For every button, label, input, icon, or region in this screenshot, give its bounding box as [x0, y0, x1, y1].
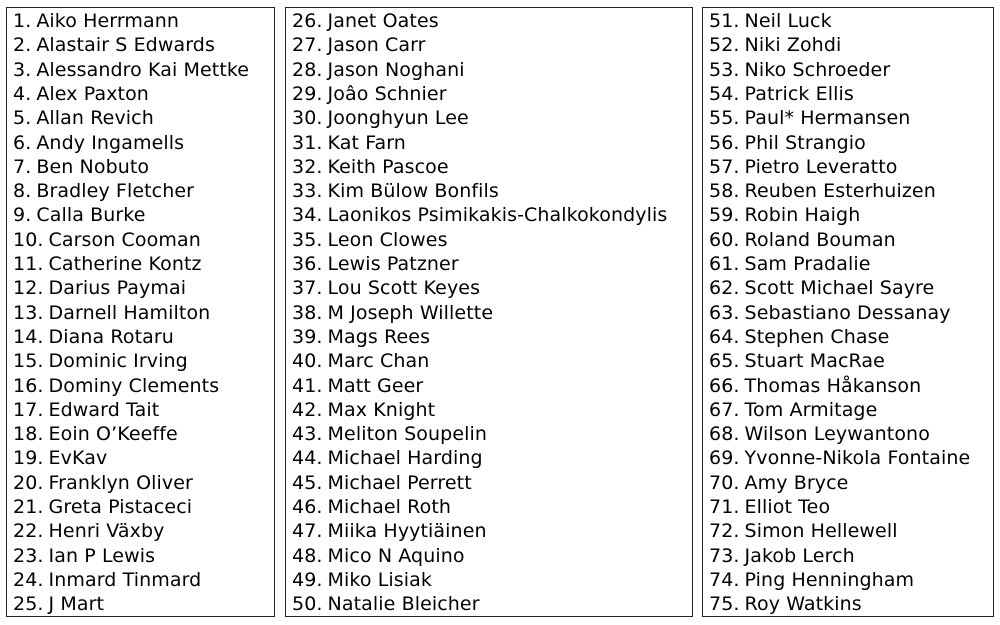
item-name: Darius Paymai [48, 277, 187, 300]
list-item [709, 471, 848, 495]
item-number: 65. [709, 350, 740, 373]
item-number: 6. [13, 131, 32, 154]
list-item [13, 446, 107, 470]
item-name: Dominic Irving [48, 350, 188, 373]
item-number: 37. [292, 277, 323, 300]
item-number: 67. [709, 398, 740, 421]
item-number: 51. [709, 10, 740, 32]
item-name: Laonikos Psimikakis-Chalkokondylis [327, 204, 668, 227]
item-name: Diana Rotaru [48, 325, 174, 348]
list-item [13, 422, 178, 446]
list-item [292, 9, 439, 33]
item-number: 44. [292, 447, 323, 470]
list-item [292, 519, 487, 543]
item-name: Stuart MacRae [744, 350, 885, 373]
list-item [709, 131, 866, 155]
item-number: 33. [292, 180, 323, 203]
item-number: 43. [292, 423, 323, 446]
item-number: 25. [13, 593, 44, 616]
list-item [709, 276, 934, 300]
list-item [709, 374, 921, 398]
item-number: 64. [709, 325, 740, 348]
item-number: 7. [13, 155, 32, 178]
item-number: 1. [13, 10, 32, 32]
list-item [292, 544, 465, 568]
list-item [709, 544, 855, 568]
list-item [292, 471, 472, 495]
item-name: Amy Bryce [744, 471, 849, 494]
name-column-2 [285, 7, 693, 617]
item-number: 12. [13, 277, 44, 300]
list-item [292, 33, 426, 57]
item-name: Reuben Esterhuizen [744, 180, 936, 203]
item-name: Alex Paxton [36, 82, 149, 105]
list-item [13, 33, 215, 57]
item-name: Sam Pradalie [744, 253, 871, 275]
item-number: 39. [292, 325, 323, 348]
item-name: Paul* Hermansen [744, 107, 911, 130]
item-name: Lewis Patzner [327, 253, 459, 275]
item-name: Stephen Chase [744, 325, 890, 348]
item-name: Niki Zohdi [744, 34, 842, 57]
item-name: Franklyn Oliver [48, 471, 193, 494]
list-item [13, 471, 193, 495]
list-item [709, 301, 951, 325]
item-number: 27. [292, 34, 323, 57]
name-column-3 [702, 7, 994, 617]
item-name: Robin Haigh [744, 204, 861, 227]
item-number: 3. [13, 58, 32, 81]
item-number: 9. [13, 204, 32, 227]
list-item [292, 106, 469, 130]
item-number: 16. [13, 374, 44, 397]
list-item [292, 374, 423, 398]
list-item [13, 568, 201, 592]
item-number: 4. [13, 82, 32, 105]
list-item [709, 82, 854, 106]
item-number: 30. [292, 107, 323, 130]
item-number: 28. [292, 58, 323, 81]
item-name: Kim Bülow Bonfils [327, 180, 499, 203]
item-name: Niko Schroeder [744, 58, 891, 81]
list-item [13, 325, 174, 349]
item-number: 74. [709, 568, 740, 591]
item-name: Sebastiano Dessanay [744, 301, 951, 324]
item-number: 62. [709, 277, 740, 300]
item-name: Jason Carr [327, 34, 426, 57]
item-name: Greta Pistaceci [48, 496, 193, 518]
list-item [709, 228, 896, 252]
item-name: Wilson Leywantono [744, 423, 930, 446]
item-number: 38. [292, 301, 323, 324]
item-name: Joâo Schnier [327, 82, 447, 105]
item-number: 2. [13, 34, 32, 57]
list-item [292, 568, 432, 592]
item-name: Alastair S Edwards [36, 34, 215, 57]
item-name: Eoin O’Keeffe [48, 423, 178, 446]
item-name: Aiko Herrmann [36, 10, 180, 32]
list-item [13, 82, 149, 106]
list-item [13, 592, 104, 616]
item-name: Mags Rees [327, 325, 431, 348]
item-number: 71. [709, 496, 740, 518]
item-name: Matt Geer [327, 374, 424, 397]
list-item [292, 276, 480, 300]
item-name: Calla Burke [36, 204, 146, 227]
list-item [709, 422, 930, 446]
list-item [13, 301, 210, 325]
list-item [13, 544, 155, 568]
item-number: 56. [709, 131, 740, 154]
list-item [709, 398, 877, 422]
item-number: 36. [292, 253, 323, 275]
item-name: Marc Chan [327, 350, 430, 373]
list-item [292, 325, 430, 349]
item-number: 29. [292, 82, 323, 105]
list-item [13, 252, 202, 276]
item-number: 45. [292, 471, 323, 494]
list-item [709, 106, 910, 130]
list-item [292, 422, 487, 446]
item-name: Catherine Kontz [48, 253, 202, 275]
list-item [709, 495, 830, 519]
list-item [13, 179, 194, 203]
item-name: Joonghyun Lee [327, 107, 469, 130]
list-item [709, 325, 889, 349]
item-name: EvKav [48, 447, 108, 470]
item-name: Pietro Leveratto [744, 155, 898, 178]
item-name: Janet Oates [327, 10, 439, 32]
list-item [709, 58, 890, 82]
list-item [709, 203, 860, 227]
item-number: 69. [709, 447, 740, 470]
item-name: Michael Roth [327, 496, 452, 518]
item-name: Ping Henningham [744, 568, 915, 591]
list-item [292, 446, 483, 470]
item-number: 13. [13, 301, 44, 324]
item-number: 23. [13, 544, 44, 567]
item-number: 18. [13, 423, 44, 446]
item-name: M Joseph Willette [327, 301, 494, 324]
item-name: Natalie Bleicher [327, 593, 480, 616]
item-name: J Mart [48, 593, 105, 616]
item-name: Phil Strangio [744, 131, 866, 154]
item-number: 10. [13, 228, 44, 251]
item-number: 32. [292, 155, 323, 178]
item-name: Bradley Fletcher [36, 180, 195, 203]
item-number: 63. [709, 301, 740, 324]
list-item [13, 349, 188, 373]
item-name: Allan Revich [36, 107, 154, 130]
item-number: 55. [709, 107, 740, 130]
list-item [13, 276, 186, 300]
item-name: Tom Armitage [744, 398, 878, 421]
item-number: 26. [292, 10, 323, 32]
list-item [709, 568, 914, 592]
item-name: Henri Växby [48, 520, 165, 543]
list-item [13, 131, 184, 155]
list-item [292, 203, 667, 227]
item-name: Simon Hellewell [744, 520, 898, 543]
item-number: 47. [292, 520, 323, 543]
item-name: Michael Harding [327, 447, 483, 470]
list-item [13, 203, 145, 227]
item-number: 35. [292, 228, 323, 251]
item-number: 57. [709, 155, 740, 178]
item-number: 49. [292, 568, 323, 591]
list-item [292, 301, 493, 325]
item-name: Miika Hyytiäinen [327, 520, 487, 543]
item-name: Max Knight [327, 398, 436, 421]
item-number: 22. [13, 520, 44, 543]
item-name: Patrick Ellis [744, 82, 854, 105]
item-number: 21. [13, 496, 44, 518]
item-name: Edward Tait [48, 398, 160, 421]
item-number: 60. [709, 228, 740, 251]
item-name: Ben Nobuto [36, 155, 150, 178]
item-number: 5. [13, 107, 32, 130]
list-item [709, 252, 871, 276]
item-name: Jason Noghani [327, 58, 465, 81]
list-item [13, 106, 154, 130]
item-name: Dominy Clements [48, 374, 220, 397]
list-item [292, 349, 429, 373]
item-name: Andy Ingamells [36, 131, 185, 154]
item-number: 31. [292, 131, 323, 154]
item-name: Carson Cooman [48, 228, 201, 251]
item-name: Lou Scott Keyes [327, 277, 481, 300]
item-name: Keith Pascoe [327, 155, 449, 178]
list-item [292, 58, 465, 82]
item-name: Leon Clowes [327, 228, 448, 251]
item-name: Scott Michael Sayre [744, 277, 935, 300]
item-name: Neil Luck [744, 10, 832, 32]
item-name: Ian P Lewis [48, 544, 156, 567]
item-number: 34. [292, 204, 323, 227]
item-name: Roland Bouman [744, 228, 896, 251]
item-name: Roy Watkins [744, 593, 862, 616]
item-name: Darnell Hamilton [48, 301, 211, 324]
item-number: 42. [292, 398, 323, 421]
list-item [292, 179, 499, 203]
list-item [709, 349, 885, 373]
list-item [709, 179, 936, 203]
item-number: 17. [13, 398, 44, 421]
list-item [292, 398, 435, 422]
item-number: 50. [292, 593, 323, 616]
item-number: 11. [13, 253, 44, 275]
item-number: 52. [709, 34, 740, 57]
list-item [13, 228, 201, 252]
list-item [709, 592, 862, 616]
item-name: Miko Lisiak [327, 568, 432, 591]
item-number: 61. [709, 253, 740, 275]
item-number: 19. [13, 447, 44, 470]
item-name: Mico N Aquino [327, 544, 465, 567]
list-item [709, 155, 898, 179]
list-item [13, 398, 159, 422]
list-item [709, 9, 832, 33]
list-item [13, 9, 179, 33]
item-number: 20. [13, 471, 44, 494]
list-item [292, 495, 451, 519]
list-item [292, 155, 449, 179]
item-name: Thomas Håkanson [744, 374, 922, 397]
item-number: 54. [709, 82, 740, 105]
item-name: Kat Farn [327, 131, 406, 154]
list-item [292, 131, 406, 155]
item-number: 48. [292, 544, 323, 567]
list-item [13, 58, 249, 82]
item-number: 73. [709, 544, 740, 567]
item-number: 53. [709, 58, 740, 81]
list-item [292, 252, 459, 276]
item-number: 66. [709, 374, 740, 397]
name-column-1 [6, 7, 275, 617]
item-name: Inmard Tinmard [48, 568, 202, 591]
list-item [13, 155, 149, 179]
list-item [709, 33, 841, 57]
item-name: Elliot Teo [744, 496, 831, 518]
item-name: Jakob Lerch [744, 544, 855, 567]
list-item [292, 592, 480, 616]
item-number: 68. [709, 423, 740, 446]
list-item [709, 519, 898, 543]
item-name: Yvonne-Nikola Fontaine [744, 447, 971, 470]
item-name: Michael Perrett [327, 471, 472, 494]
item-number: 72. [709, 520, 740, 543]
list-item [709, 446, 970, 470]
list-item [292, 82, 447, 106]
item-name: Meliton Soupelin [327, 423, 488, 446]
list-item [13, 495, 192, 519]
item-number: 14. [13, 325, 44, 348]
item-number: 59. [709, 204, 740, 227]
item-number: 41. [292, 374, 323, 397]
item-number: 8. [13, 180, 32, 203]
item-number: 58. [709, 180, 740, 203]
list-item [13, 374, 219, 398]
item-number: 75. [709, 593, 740, 616]
list-item [292, 228, 448, 252]
item-number: 24. [13, 568, 44, 591]
list-item [13, 519, 165, 543]
item-name: Alessandro Kai Mettke [36, 58, 250, 81]
item-number: 40. [292, 350, 323, 373]
item-number: 46. [292, 496, 323, 518]
item-number: 15. [13, 350, 44, 373]
item-number: 70. [709, 471, 740, 494]
